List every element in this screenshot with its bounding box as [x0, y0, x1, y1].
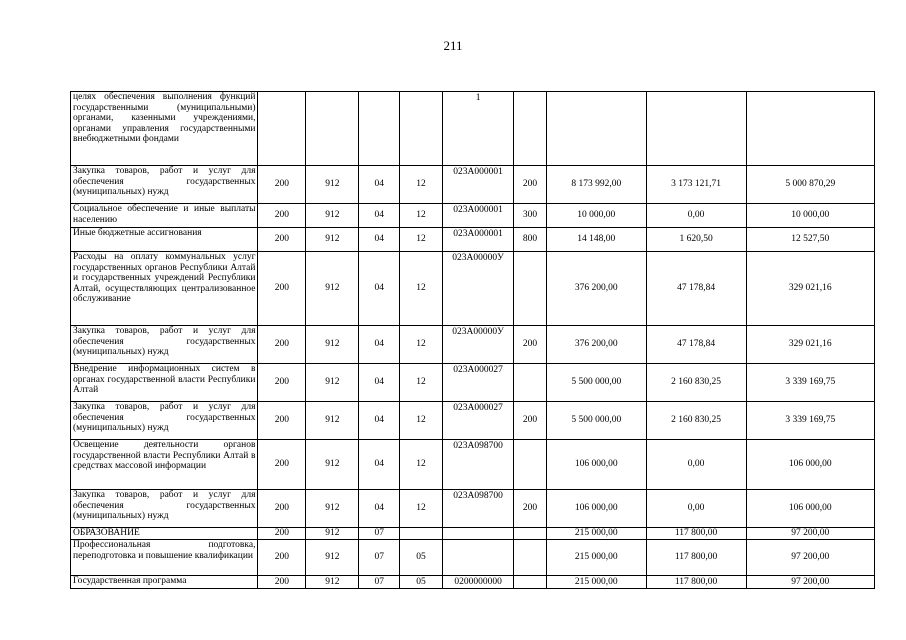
cell-name: Социальное обеспечение и иные выплаты населению — [71, 204, 258, 228]
cell-vr — [514, 252, 547, 326]
cell-ministry: 912 — [306, 576, 359, 589]
cell-csr: 023A00000У — [442, 252, 513, 326]
cell-remainder — [746, 92, 874, 166]
table-row — [71, 326, 875, 364]
cell-remainder: 97 200,00 — [746, 576, 874, 589]
cell-csr — [442, 540, 513, 576]
cell-ministry: 912 — [306, 440, 359, 490]
cell-ministry: 912 — [306, 326, 359, 364]
cell-section: 07 — [359, 540, 400, 576]
cell-subsection — [400, 92, 443, 166]
cell-executed: 0,00 — [646, 490, 746, 528]
cell-vr: 300 — [514, 204, 547, 228]
cell-section: 04 — [359, 204, 400, 228]
cell-name: Иные бюджетные ассигнования — [71, 228, 258, 252]
cell-ministry: 912 — [306, 228, 359, 252]
cell-subsection: 12 — [400, 364, 443, 402]
cell-subsection: 05 — [400, 576, 443, 589]
cell-executed: 117 800,00 — [646, 540, 746, 576]
table-row — [71, 490, 875, 528]
cell-vr: 200 — [514, 166, 547, 204]
cell-vr: 200 — [514, 490, 547, 528]
cell-section: 07 — [359, 528, 400, 540]
cell-ministry: 912 — [306, 490, 359, 528]
cell-section: 04 — [359, 228, 400, 252]
cell-csr: 023A098700 — [442, 440, 513, 490]
table-row — [71, 228, 875, 252]
cell-admin: 200 — [258, 540, 306, 576]
cell-section: 04 — [359, 326, 400, 364]
cell-csr: 0200000000 — [442, 576, 513, 589]
page-number: 211 — [443, 38, 463, 53]
cell-subsection: 12 — [400, 252, 443, 326]
cell-section — [359, 92, 400, 166]
cell-vr: 800 — [514, 228, 547, 252]
table-row — [71, 540, 875, 576]
cell-csr: 023A00000У — [442, 326, 513, 364]
cell-plan: 215 000,00 — [546, 540, 646, 576]
cell-executed: 3 173 121,71 — [646, 166, 746, 204]
cell-admin — [258, 92, 306, 166]
cell-plan: 106 000,00 — [546, 440, 646, 490]
table-row — [71, 166, 875, 204]
cell-remainder: 106 000,00 — [746, 490, 874, 528]
cell-ministry: 912 — [306, 204, 359, 228]
cell-plan: 14 148,00 — [546, 228, 646, 252]
cell-remainder: 329 021,16 — [746, 326, 874, 364]
table-row — [71, 576, 875, 589]
cell-name: ОБРАЗОВАНИЕ — [71, 528, 258, 540]
cell-executed: 117 800,00 — [646, 576, 746, 589]
cell-ministry: 912 — [306, 528, 359, 540]
cell-name: Государственная программа — [71, 576, 258, 589]
table-row — [71, 252, 875, 326]
cell-subsection — [400, 528, 443, 540]
cell-csr — [442, 528, 513, 540]
cell-subsection: 12 — [400, 228, 443, 252]
cell-remainder: 329 021,16 — [746, 252, 874, 326]
cell-remainder: 5 000 870,29 — [746, 166, 874, 204]
cell-plan: 376 200,00 — [546, 326, 646, 364]
table-row — [71, 204, 875, 228]
cell-remainder: 97 200,00 — [746, 528, 874, 540]
cell-subsection: 12 — [400, 166, 443, 204]
cell-executed: 47 178,84 — [646, 252, 746, 326]
cell-admin: 200 — [258, 166, 306, 204]
cell-csr: 023A098700 — [442, 490, 513, 528]
cell-section: 04 — [359, 166, 400, 204]
cell-subsection: 12 — [400, 326, 443, 364]
cell-csr: 023A000001 — [442, 228, 513, 252]
cell-plan: 376 200,00 — [546, 252, 646, 326]
cell-ministry: 912 — [306, 540, 359, 576]
cell-plan: 215 000,00 — [546, 576, 646, 589]
cell-name: Закупка товаров, работ и услуг для обеспечения государственных (муниципальных) нужд — [71, 490, 258, 528]
cell-executed: 117 800,00 — [646, 528, 746, 540]
cell-csr: 023A000001 — [442, 166, 513, 204]
cell-csr: 023A000027 — [442, 364, 513, 402]
cell-remainder: 3 339 169,75 — [746, 364, 874, 402]
cell-executed: 2 160 830,25 — [646, 402, 746, 440]
cell-vr — [514, 576, 547, 589]
cell-admin: 200 — [258, 528, 306, 540]
cell-admin: 200 — [258, 576, 306, 589]
cell-executed: 47 178,84 — [646, 326, 746, 364]
cell-executed: 1 620,50 — [646, 228, 746, 252]
cell-section: 07 — [359, 576, 400, 589]
table-row — [71, 440, 875, 490]
cell-ministry: 912 — [306, 166, 359, 204]
cell-plan: 10 000,00 — [546, 204, 646, 228]
table-row — [71, 92, 875, 166]
cell-plan: 106 000,00 — [546, 490, 646, 528]
cell-vr — [514, 540, 547, 576]
cell-section: 04 — [359, 364, 400, 402]
cell-plan — [546, 92, 646, 166]
cell-admin: 200 — [258, 204, 306, 228]
cell-plan: 215 000,00 — [546, 528, 646, 540]
cell-plan: 8 173 992,00 — [546, 166, 646, 204]
cell-remainder: 10 000,00 — [746, 204, 874, 228]
cell-csr: 023A000027 — [442, 402, 513, 440]
budget-table — [70, 91, 875, 589]
cell-ministry: 912 — [306, 252, 359, 326]
cell-admin: 200 — [258, 252, 306, 326]
cell-vr: 200 — [514, 326, 547, 364]
cell-admin: 200 — [258, 326, 306, 364]
cell-vr — [514, 440, 547, 490]
cell-section: 04 — [359, 252, 400, 326]
cell-executed — [646, 92, 746, 166]
cell-ministry — [306, 92, 359, 166]
cell-admin: 200 — [258, 490, 306, 528]
cell-name: Закупка товаров, работ и услуг для обеспечения государственных (муниципальных) нужд — [71, 326, 258, 364]
cell-executed: 0,00 — [646, 204, 746, 228]
cell-admin: 200 — [258, 228, 306, 252]
cell-remainder: 12 527,50 — [746, 228, 874, 252]
cell-subsection: 12 — [400, 440, 443, 490]
cell-name: Закупка товаров, работ и услуг для обеспечения государственных (муниципальных) нужд — [71, 402, 258, 440]
cell-vr — [514, 364, 547, 402]
cell-csr: 023A000001 — [442, 204, 513, 228]
table-row — [71, 402, 875, 440]
cell-remainder: 3 339 169,75 — [746, 402, 874, 440]
cell-subsection: 05 — [400, 540, 443, 576]
cell-ministry: 912 — [306, 364, 359, 402]
cell-vr — [514, 528, 547, 540]
table-row — [71, 364, 875, 402]
cell-subsection: 12 — [400, 490, 443, 528]
cell-vr: 200 — [514, 402, 547, 440]
cell-name: Профессиональная подготовка, переподготовка и повышение квалификации — [71, 540, 258, 576]
cell-executed: 0,00 — [646, 440, 746, 490]
cell-admin: 200 — [258, 440, 306, 490]
cell-section: 04 — [359, 402, 400, 440]
cell-name: целях обеспечения выполнения функций государственными (муниципальными) органами, казенными учреждениями, органами управления государственными внебюджетными фондами — [71, 92, 258, 166]
cell-name: Расходы на оплату коммунальных услуг государственных органов Республики Алтай и государственных учреждений Республики Алтай, осуществляющих централизованное обслуживание — [71, 252, 258, 326]
cell-plan: 5 500 000,00 — [546, 364, 646, 402]
cell-subsection: 12 — [400, 402, 443, 440]
cell-subsection: 12 — [400, 204, 443, 228]
cell-executed: 2 160 830,25 — [646, 364, 746, 402]
cell-section: 04 — [359, 490, 400, 528]
cell-admin: 200 — [258, 402, 306, 440]
cell-remainder: 106 000,00 — [746, 440, 874, 490]
cell-csr: 1 — [442, 92, 513, 166]
cell-remainder: 97 200,00 — [746, 540, 874, 576]
cell-ministry: 912 — [306, 402, 359, 440]
table-row — [71, 528, 875, 540]
cell-name: Закупка товаров, работ и услуг для обеспечения государственных (муниципальных) нужд — [71, 166, 258, 204]
cell-vr — [514, 92, 547, 166]
cell-section: 04 — [359, 440, 400, 490]
cell-name: Освещение деятельности органов государственной власти Республики Алтай в средствах массовой информации — [71, 440, 258, 490]
cell-admin: 200 — [258, 364, 306, 402]
cell-plan: 5 500 000,00 — [546, 402, 646, 440]
cell-name: Внедрение информационных систем в органах государственной власти Республики Алтай — [71, 364, 258, 402]
